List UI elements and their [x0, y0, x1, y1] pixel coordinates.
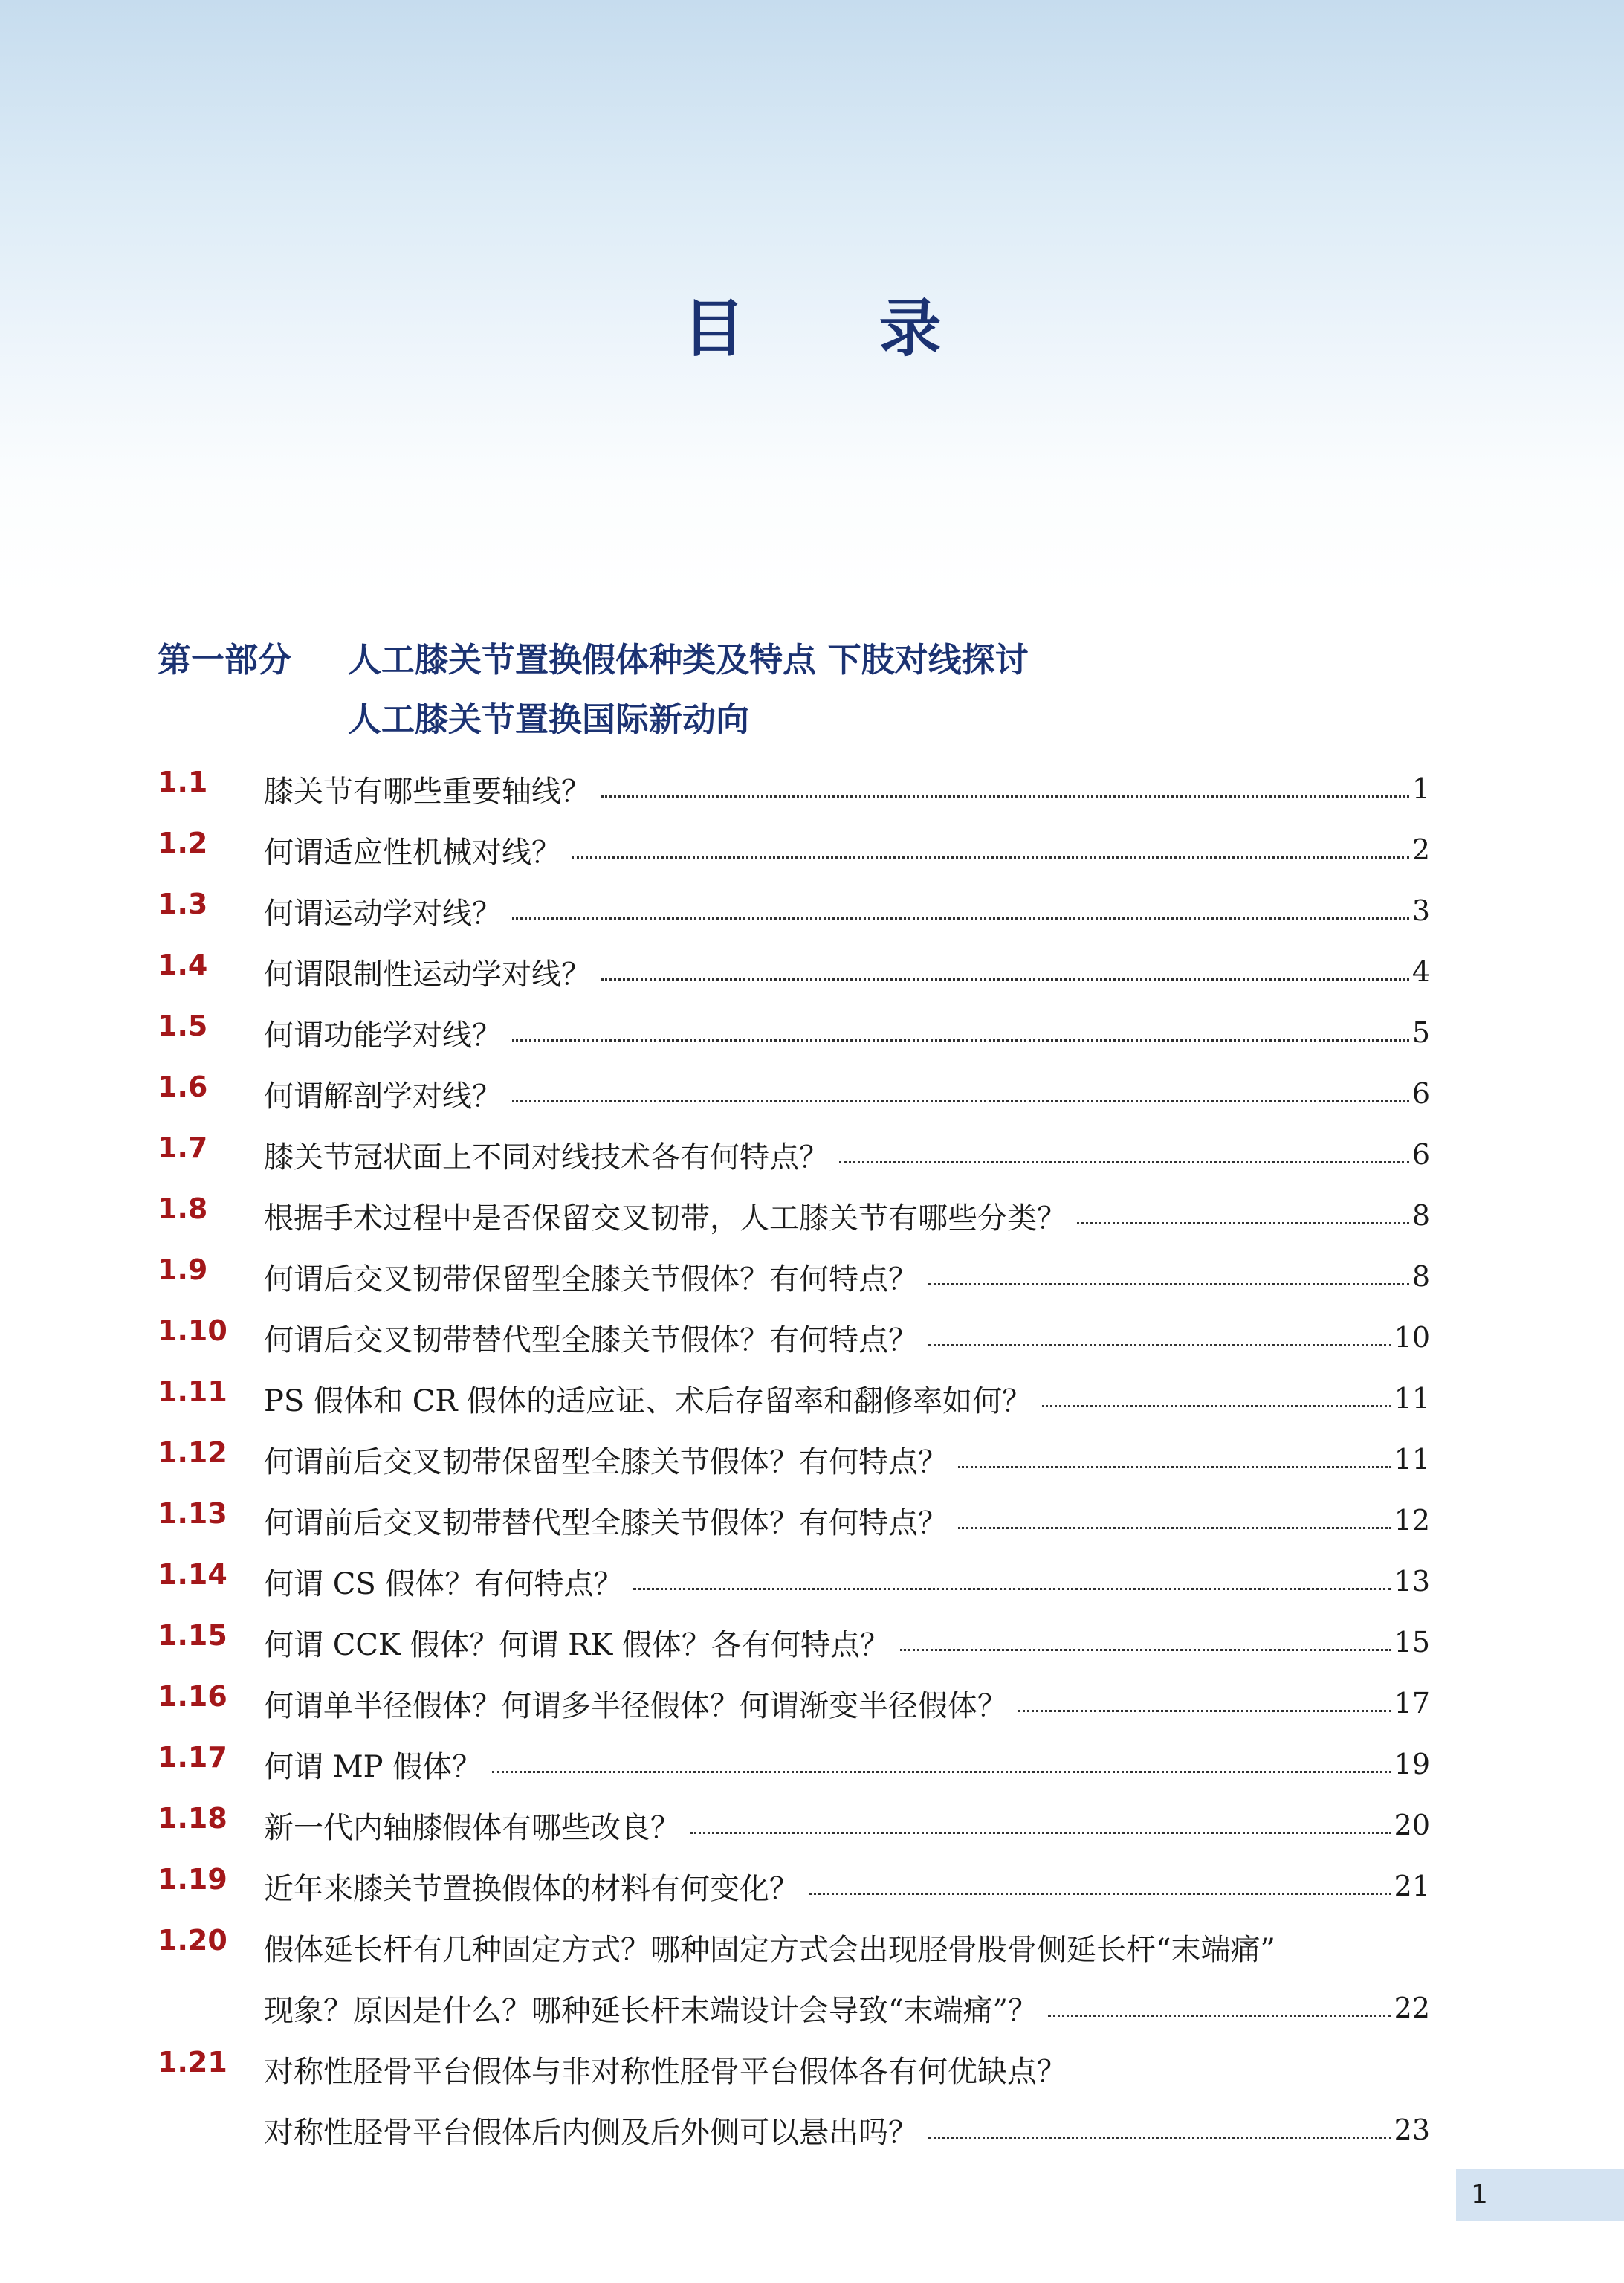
toc-title: 假体延长杆有几种固定方式？哪种固定方式会出现胫骨股骨侧延长杆“末端痛” — [264, 1932, 1275, 1967]
toc-number: 1.3 — [158, 888, 208, 920]
toc-page: 8 — [1411, 1199, 1430, 1232]
dot-leader — [492, 1771, 1391, 1773]
toc-entry-1-9[interactable] — [158, 1246, 1430, 1307]
toc-title: 何谓限制性运动学对线？ — [264, 957, 591, 992]
toc-title: 膝关节有哪些重要轴线？ — [264, 774, 591, 809]
toc-number: 1.20 — [158, 1924, 227, 1957]
toc-title-continued: 对称性胫骨平台假体后内侧及后外侧可以悬出吗？ — [264, 2115, 918, 2150]
toc-entry-1-2[interactable] — [158, 819, 1430, 880]
dot-leader — [601, 978, 1409, 981]
toc-title: 膝关节冠状面上不同对线技术各有何特点？ — [264, 1140, 829, 1175]
toc-title: 何谓前后交叉韧带保留型全膝关节假体？有何特点？ — [264, 1444, 948, 1479]
toc-page: 13 — [1394, 1565, 1430, 1598]
toc-title: 何谓解剖学对线？ — [264, 1079, 502, 1114]
dot-leader — [572, 856, 1409, 859]
toc-page: 8 — [1411, 1260, 1430, 1293]
dot-leader — [1077, 1222, 1409, 1224]
dot-leader — [928, 2137, 1391, 2139]
toc-entry-1-13[interactable] — [158, 1490, 1430, 1551]
toc-page: 22 — [1394, 1992, 1430, 2024]
toc-title: 何谓 CS 假体？有何特点？ — [264, 1566, 624, 1601]
toc-entry-1-16[interactable] — [158, 1673, 1430, 1734]
table-of-contents — [158, 758, 1430, 2160]
toc-title: 何谓 MP 假体？ — [264, 1749, 482, 1784]
part-title-line-2: 人工膝关节置换国际新动向 — [348, 700, 750, 739]
toc-number: 1.1 — [158, 766, 208, 798]
toc-number: 1.12 — [158, 1436, 227, 1469]
part-label: 第一部分 — [158, 640, 292, 679]
dot-leader — [900, 1649, 1391, 1651]
dot-leader — [601, 795, 1409, 798]
dot-leader — [512, 1039, 1409, 1042]
toc-page: 11 — [1394, 1443, 1430, 1476]
toc-page: 19 — [1394, 1748, 1430, 1780]
toc-page: 4 — [1411, 955, 1430, 988]
toc-page: 11 — [1394, 1382, 1430, 1415]
part-title-line-1: 人工膝关节置换假体种类及特点 下肢对线探讨 — [348, 640, 1029, 679]
toc-number: 1.4 — [158, 949, 208, 981]
toc-page: 21 — [1394, 1870, 1430, 1902]
toc-entry-1-18[interactable] — [158, 1795, 1430, 1856]
toc-entry-1-10[interactable] — [158, 1307, 1430, 1368]
toc-entry-1-8[interactable] — [158, 1185, 1430, 1246]
toc-number: 1.14 — [158, 1558, 227, 1591]
toc-number: 1.2 — [158, 827, 208, 859]
dot-leader — [1042, 1405, 1391, 1407]
toc-entry-1-5[interactable] — [158, 1002, 1430, 1063]
toc-entry-1-19[interactable] — [158, 1856, 1430, 1917]
toc-number: 1.5 — [158, 1010, 208, 1042]
dot-leader — [1018, 1710, 1391, 1712]
toc-page: 17 — [1394, 1687, 1430, 1719]
toc-entry-1-12[interactable] — [158, 1429, 1430, 1490]
toc-entry-1-17[interactable] — [158, 1734, 1430, 1795]
toc-number: 1.17 — [158, 1741, 227, 1774]
dot-leader — [633, 1588, 1391, 1590]
toc-entry-1-14[interactable] — [158, 1551, 1430, 1612]
toc-entry-1-7[interactable] — [158, 1124, 1430, 1185]
dot-leader — [839, 1161, 1409, 1163]
dot-leader — [512, 1100, 1409, 1102]
page-number: 1 — [1456, 2169, 1624, 2221]
toc-page: 5 — [1411, 1016, 1430, 1049]
toc-number: 1.19 — [158, 1863, 227, 1896]
toc-entry-1-1[interactable] — [158, 758, 1430, 819]
toc-entry-1-15[interactable] — [158, 1612, 1430, 1673]
toc-entry-1-4[interactable] — [158, 941, 1430, 1002]
toc-page: 6 — [1411, 1138, 1430, 1171]
toc-entry-1-3[interactable] — [158, 880, 1430, 941]
toc-number: 1.6 — [158, 1071, 208, 1103]
toc-page: 6 — [1411, 1077, 1430, 1110]
toc-title: 何谓运动学对线？ — [264, 896, 502, 931]
dot-leader — [958, 1466, 1391, 1468]
toc-title: 近年来膝关节置换假体的材料有何变化？ — [264, 1871, 799, 1906]
toc-page: 2 — [1411, 833, 1430, 866]
toc-page: 15 — [1394, 1626, 1430, 1659]
toc-number: 1.16 — [158, 1680, 227, 1713]
toc-title: 新一代内轴膝假体有哪些改良？ — [264, 1810, 680, 1845]
toc-title: 何谓适应性机械对线？ — [264, 835, 561, 870]
page-title: 目录 — [682, 292, 1075, 365]
toc-page: 3 — [1411, 894, 1430, 927]
dot-leader — [809, 1893, 1391, 1895]
toc-title: 何谓功能学对线？ — [264, 1018, 502, 1053]
dot-leader — [1048, 2015, 1391, 2017]
toc-page: 1 — [1411, 772, 1430, 805]
toc-number: 1.18 — [158, 1802, 227, 1835]
toc-title: 何谓 CCK 假体？何谓 RK 假体？各有何特点？ — [264, 1627, 890, 1662]
dot-leader — [928, 1283, 1409, 1285]
toc-entry-1-20[interactable] — [158, 1917, 1430, 2038]
toc-title: 何谓单半径假体？何谓多半径假体？何谓渐变半径假体？ — [264, 1688, 1007, 1723]
dot-leader — [512, 917, 1409, 920]
toc-number: 1.9 — [158, 1253, 208, 1286]
toc-page: 20 — [1394, 1809, 1430, 1841]
toc-page: 12 — [1394, 1504, 1430, 1537]
toc-title: 根据手术过程中是否保留交叉韧带，人工膝关节有哪些分类？ — [264, 1201, 1067, 1236]
toc-number: 1.11 — [158, 1375, 227, 1408]
dot-leader — [690, 1832, 1391, 1834]
toc-entry-1-21[interactable] — [158, 2038, 1430, 2160]
toc-number: 1.7 — [158, 1131, 208, 1164]
toc-title: PS 假体和 CR 假体的适应证、术后存留率和翻修率如何？ — [264, 1383, 1032, 1418]
toc-number: 1.8 — [158, 1192, 208, 1225]
toc-title: 何谓后交叉韧带保留型全膝关节假体？有何特点？ — [264, 1262, 918, 1297]
dot-leader — [958, 1527, 1391, 1529]
toc-number: 1.13 — [158, 1497, 227, 1530]
toc-number: 1.15 — [158, 1619, 227, 1652]
toc-number: 1.21 — [158, 2046, 227, 2079]
toc-title: 何谓后交叉韧带替代型全膝关节假体？有何特点？ — [264, 1323, 918, 1357]
dot-leader — [928, 1344, 1391, 1346]
toc-page: 23 — [1394, 2114, 1430, 2146]
toc-number: 1.10 — [158, 1314, 227, 1347]
toc-title-continued: 现象？原因是什么？哪种延长杆末端设计会导致“末端痛”？ — [264, 1993, 1038, 2028]
toc-page: 10 — [1394, 1321, 1430, 1354]
toc-entry-1-11[interactable] — [158, 1368, 1430, 1429]
toc-title: 何谓前后交叉韧带替代型全膝关节假体？有何特点？ — [264, 1505, 948, 1540]
toc-entry-1-6[interactable] — [158, 1063, 1430, 1124]
toc-title: 对称性胫骨平台假体与非对称性胫骨平台假体各有何优缺点？ — [264, 2054, 1067, 2089]
